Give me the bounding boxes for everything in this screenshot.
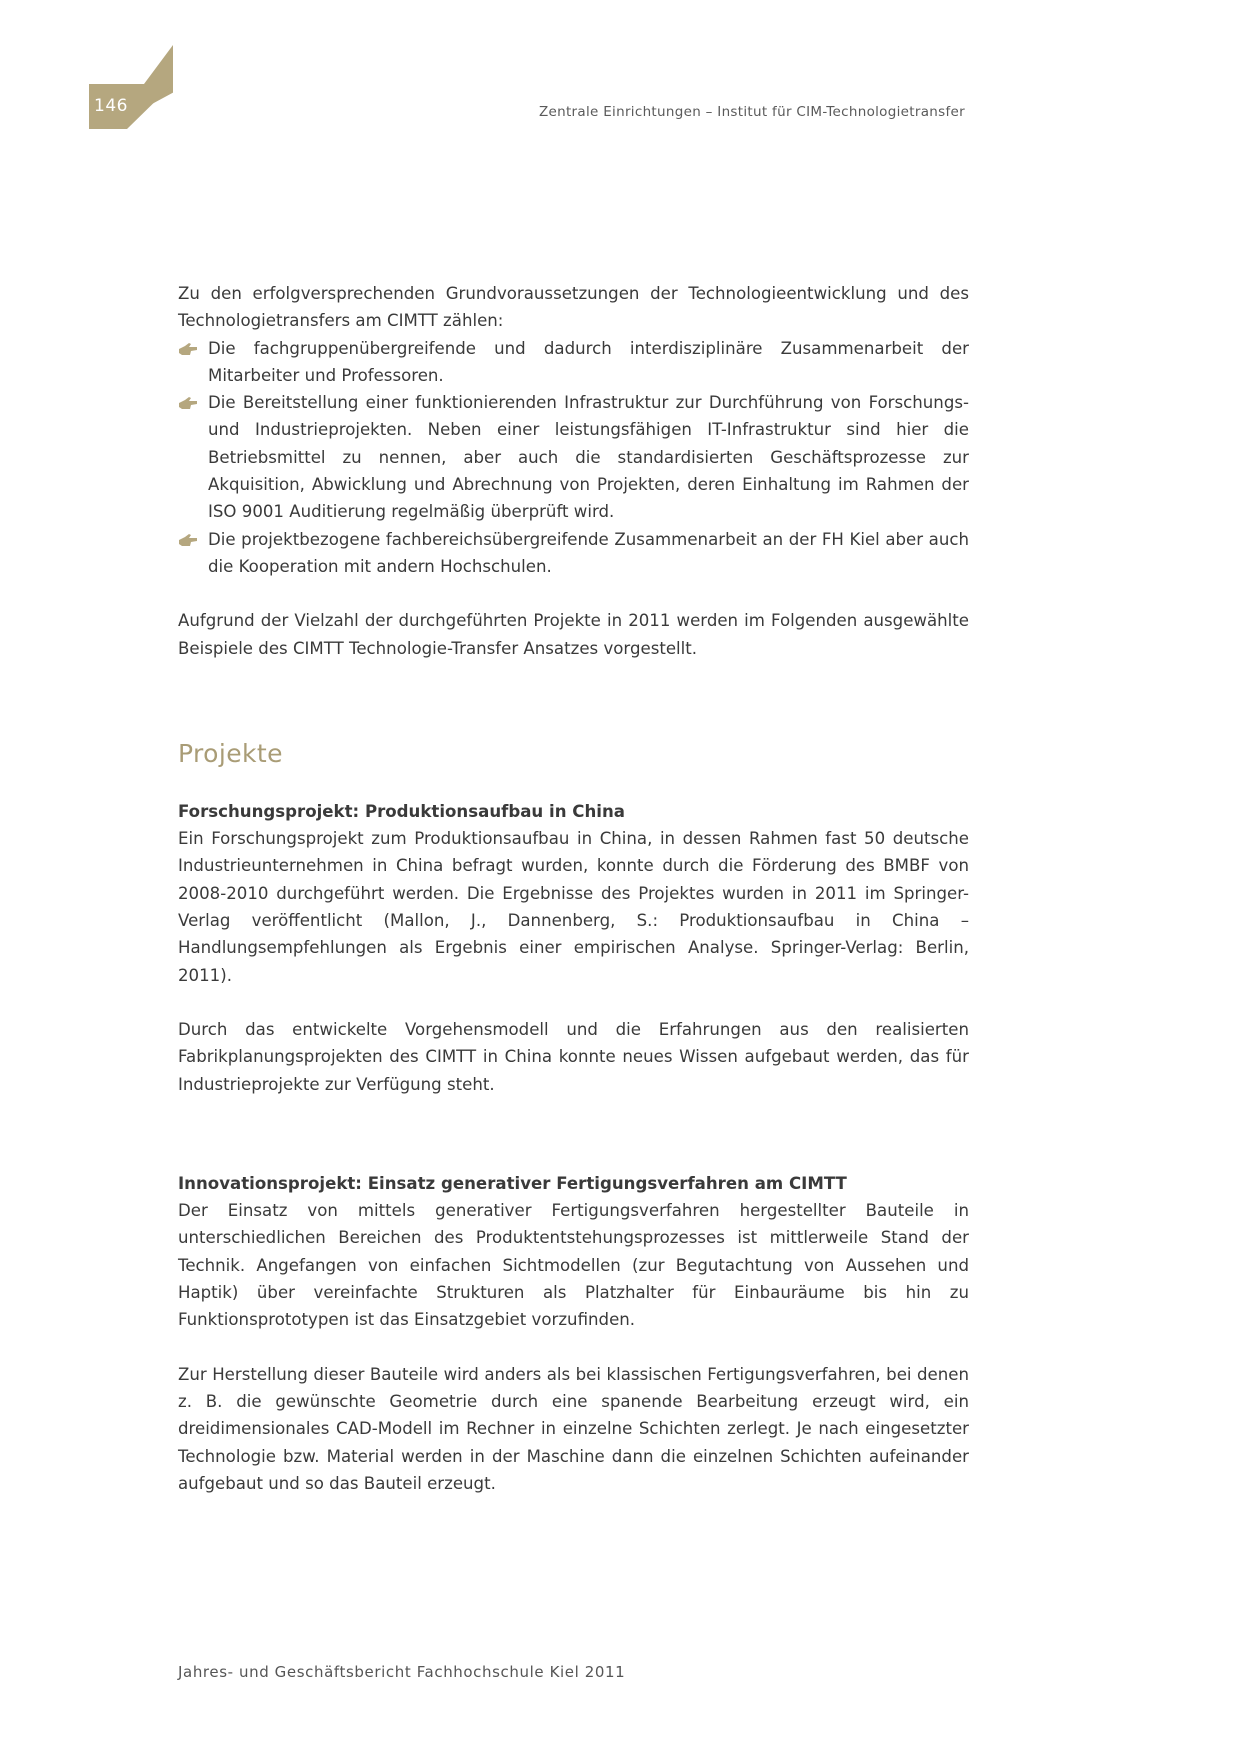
list-item <box>178 389 969 525</box>
project1-paragraph-1: Ein Forschungsprojekt zum Produktionsaufbau in China, in dessen Rahmen fast 50 deutsche Industrieunternehmen in China befragt wurden, konnte durch die Förderung des BMBF von 2008-2010 durchgeführt werden. Die Ergebnisse des Projektes wurden in 2011 im Springer-Verlag veröffentlicht (Mallon, J., Dannenberg, S.: Produktionsaufbau in China – Handlungsempfehlungen als Ergebnis einer empirischen Analyse. Springer-Verlag: Berlin, 2011). <box>178 829 969 985</box>
pointing-hand-icon <box>178 396 198 410</box>
list-item <box>178 335 969 390</box>
project1-title: Forschungsprojekt: Produktionsaufbau in China <box>178 801 625 821</box>
section-title: Projekte <box>178 738 283 768</box>
running-head: Zentrale Einrichtungen – Institut für CIM-Technologietransfer <box>538 104 965 120</box>
project2-paragraph-1: Der Einsatz von mittels generativer Fertigungsverfahren hergestellter Bauteile in unterschiedlichen Bereichen des Produktentstehungsprozesses ist mittlerweile Stand der Technik. Angefangen von einfachen Sichtmodellen (zur Begutachtung von Aussehen und Haptik) über vereinfachte Strukturen als Platzhalter für Einbauräume bis hin zu Funktionsprototypen ist das Einsatzgebiet vorzufinden. <box>178 1201 969 1330</box>
list-item <box>178 526 969 581</box>
page-tab-shape <box>89 45 173 129</box>
page-number-tab <box>89 45 173 129</box>
bullet-text: Die Bereitstellung einer funktionierenden Infrastruktur zur Durchführung von Forschungs- und Industrieprojekten. Neben einer leistungsfähigen IT-Infrastruktur sind hier die Betriebsmittel zu nennen, aber auch die standardisierten Geschäftsprozesse zur Akquisition, Abwicklung und Abrechnung von Projekten, deren Einhaltung im Rahmen der ISO 9001 Auditierung regelmäßig überprüft wird. <box>208 393 969 522</box>
intro-closing: Aufgrund der Vielzahl der durchgeführten Projekte in 2011 werden im Folgenden ausgewählte Beispiele des CIMTT Technologie-Transfer Ansatzes vorgestellt. <box>178 611 969 658</box>
footer: Jahres- und Geschäftsbericht Fachhochschule Kiel 2011 <box>178 1663 626 1681</box>
project2-title: Innovationsprojekt: Einsatz generativer Fertigungsverfahren am CIMTT <box>178 1173 847 1193</box>
intro-paragraph: Zu den erfolgversprechenden Grundvoraussetzungen der Technologieentwicklung und des Technologietransfers am CIMTT zählen: <box>178 284 969 331</box>
pointing-hand-icon <box>178 342 198 356</box>
project2-paragraph-2: Zur Herstellung dieser Bauteile wird anders als bei klassischen Fertigungsverfahren, bei denen z. B. die gewünschte Geometrie durch eine spanende Bearbeitung erzeugt wird, ein dreidimensionales CAD-Modell im Rechner in einzelne Schichten zerlegt. Je nach eingesetzter Technologie bzw. Material werden in der Maschine dann die einzelnen Schichten aufeinander aufgebaut und so das Bauteil erzeugt. <box>178 1364 969 1493</box>
bullet-list <box>178 335 969 581</box>
project1-paragraph-2: Durch das entwickelte Vorgehensmodell und die Erfahrungen aus den realisierten Fabrikplanungsprojekten des CIMTT in China konnte neues Wissen aufgebaut werden, das für Industrieprojekte zur Verfügung steht. <box>178 1019 969 1094</box>
bullet-text: Die fachgruppenübergreifende und dadurch interdisziplinäre Zusammenarbeit der Mitarbeiter und Professoren. <box>208 338 969 385</box>
pointing-hand-icon <box>178 533 198 547</box>
main-content <box>178 280 969 1497</box>
bullet-text: Die projektbezogene fachbereichsübergreifende Zusammenarbeit an der FH Kiel aber auch die Kooperation mit andern Hochschulen. <box>208 529 969 576</box>
page-number: 146 <box>94 96 128 116</box>
